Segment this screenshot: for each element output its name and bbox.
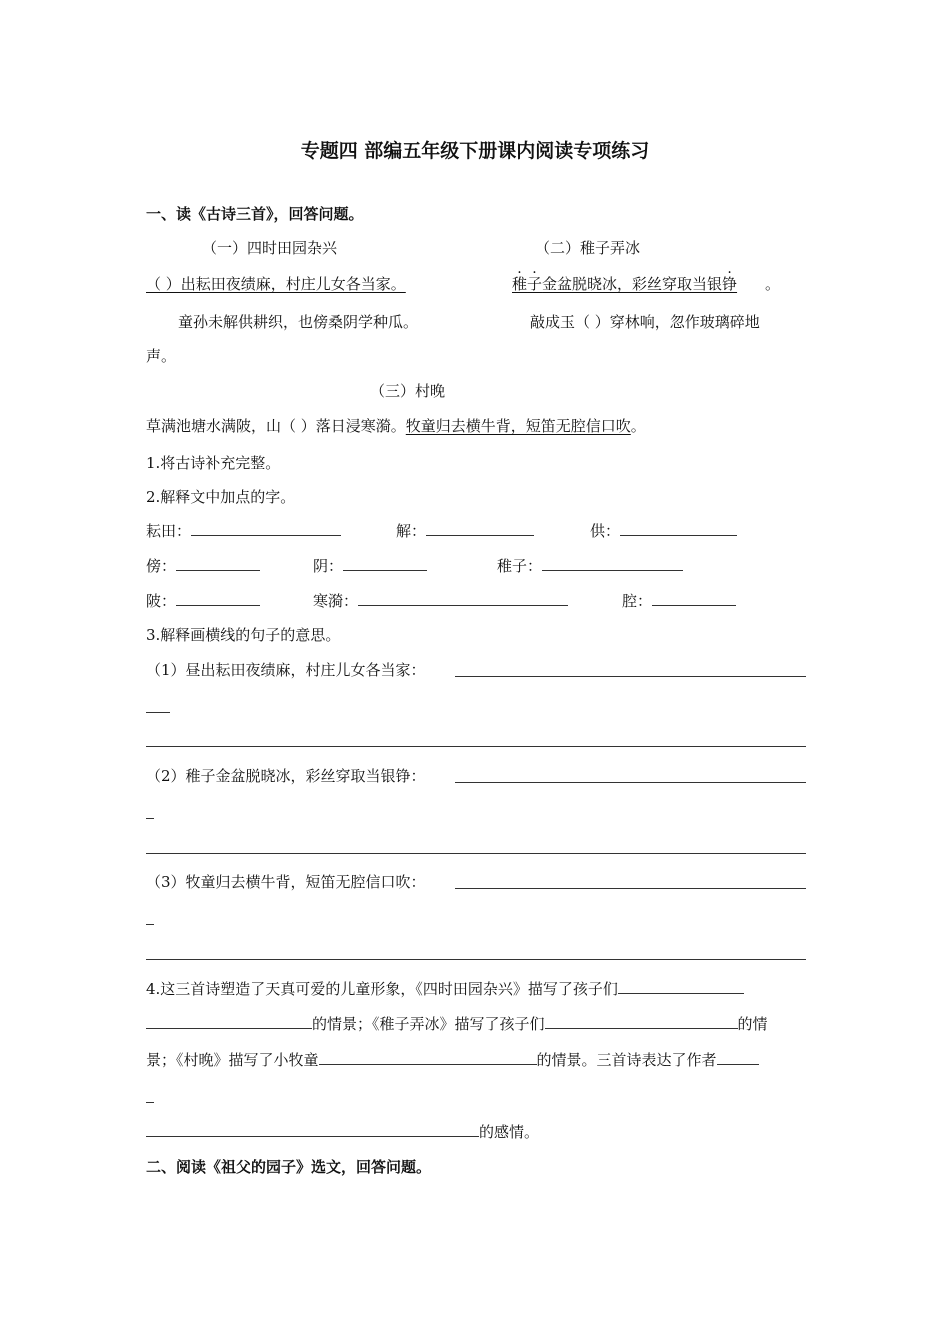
q3-item-3: （3）牧童归去横牛背，短笛无腔信口吹： bbox=[146, 873, 426, 891]
poem2-line2-cont: 声。 bbox=[146, 347, 177, 365]
q2-label: 解： bbox=[396, 522, 427, 540]
dotted-char: 子 bbox=[527, 275, 543, 293]
answer-line[interactable] bbox=[455, 888, 806, 889]
answer-line[interactable] bbox=[146, 712, 170, 713]
answer-blank[interactable] bbox=[191, 521, 341, 536]
question-4-line3 bbox=[146, 1049, 759, 1071]
answer-line[interactable] bbox=[146, 818, 154, 819]
q4-text: 景；《村晚》描写了小牧童 bbox=[146, 1051, 319, 1069]
section2-heading: 二、阅读《祖父的园子》选文，回答问题。 bbox=[146, 1158, 432, 1176]
q2-label: 稚子： bbox=[497, 557, 543, 575]
question-2: 2.解释文中加点的字。 bbox=[146, 488, 296, 506]
q2-item-yin bbox=[313, 555, 427, 577]
answer-line[interactable] bbox=[146, 853, 806, 854]
poem1-line1: （ ）出耘田夜绩麻，村庄儿女各当家。 bbox=[146, 275, 406, 293]
answer-blank[interactable] bbox=[717, 1050, 759, 1065]
dotted-char: 稚 bbox=[512, 275, 528, 293]
q4-text: 的感情。 bbox=[479, 1123, 540, 1141]
poem3-line-end: 。 bbox=[630, 417, 646, 435]
q4-text: 4.这三首诗塑造了天真可爱的儿童形象，《四时田园杂兴》描写了孩子们 bbox=[146, 980, 618, 998]
page-title: 专题四 部编五年级下册课内阅读专项练习 bbox=[300, 140, 650, 162]
poem1-line2: 童孙未解供耕织，也傍桑阴学种瓜。 bbox=[178, 313, 419, 331]
answer-blank[interactable] bbox=[618, 979, 744, 994]
q2-label: 耘田： bbox=[146, 522, 192, 540]
q2-label: 阴： bbox=[313, 557, 344, 575]
answer-blank[interactable] bbox=[146, 1122, 479, 1137]
poem3-line-a: 草满池塘水满陂，山（ ）落日浸寒漪。 bbox=[146, 417, 406, 435]
q2-item-qiang bbox=[622, 590, 736, 612]
q2-label: 陂： bbox=[146, 592, 177, 610]
q2-item-hanyi bbox=[313, 590, 568, 612]
poem2-line1-end: 。 bbox=[765, 275, 781, 293]
q2-item-bei bbox=[146, 590, 260, 612]
q4-text: 的情景；《稚子弄冰》描写了孩子们 bbox=[312, 1015, 545, 1033]
answer-blank[interactable] bbox=[343, 556, 427, 571]
dotted-char: 铮 bbox=[722, 275, 738, 293]
answer-blank[interactable] bbox=[545, 1014, 738, 1029]
q3-item-2: （2）稚子金盆脱晓冰，彩丝穿取当银铮： bbox=[146, 767, 426, 785]
q2-label: 傍： bbox=[146, 557, 177, 575]
q2-item-jie bbox=[396, 520, 534, 542]
q2-label: 腔： bbox=[622, 592, 653, 610]
answer-blank[interactable] bbox=[542, 556, 683, 571]
answer-blank[interactable] bbox=[146, 1014, 312, 1029]
q4-text: 的情景。三首诗表达了作者 bbox=[536, 1051, 717, 1069]
poem2-line1-mid: 金盆脱晓冰，彩丝穿取当银 bbox=[542, 275, 723, 293]
q2-label: 供： bbox=[590, 522, 621, 540]
question-4-line4 bbox=[146, 1121, 539, 1143]
q2-item-zhizi bbox=[497, 555, 683, 577]
q4-text: 的情 bbox=[737, 1015, 768, 1033]
answer-line[interactable] bbox=[146, 1102, 154, 1103]
poem3-line-b: 牧童归去横牛背，短笛无腔信口吹 bbox=[405, 417, 631, 435]
section1-heading: 一、读《古诗三首》，回答问题。 bbox=[146, 205, 364, 223]
q3-item-1: （1）昼出耘田夜绩麻，村庄儿女各当家： bbox=[146, 661, 426, 679]
answer-blank[interactable] bbox=[358, 591, 568, 606]
question-1: 1.将古诗补充完整。 bbox=[146, 454, 281, 472]
poem1-title: （一）四时田园杂兴 bbox=[202, 239, 338, 257]
answer-blank[interactable] bbox=[176, 591, 260, 606]
poem2-line1 bbox=[512, 273, 737, 295]
answer-line[interactable] bbox=[146, 959, 806, 960]
q2-item-gong bbox=[590, 520, 737, 542]
question-3: 3.解释画横线的句子的意思。 bbox=[146, 626, 341, 644]
poem2-title: （二）稚子弄冰 bbox=[535, 239, 641, 257]
poem2-line2: 敲成玉（ ）穿林响，忽作玻璃碎地 bbox=[530, 313, 760, 331]
answer-blank[interactable] bbox=[652, 591, 736, 606]
answer-blank[interactable] bbox=[426, 521, 534, 536]
answer-blank[interactable] bbox=[176, 556, 260, 571]
answer-line[interactable] bbox=[146, 746, 806, 747]
question-4-line2 bbox=[146, 1013, 768, 1035]
answer-blank[interactable] bbox=[620, 521, 737, 536]
answer-line[interactable] bbox=[455, 676, 806, 677]
answer-line[interactable] bbox=[455, 782, 806, 783]
answer-blank[interactable] bbox=[319, 1050, 537, 1065]
q2-item-bang bbox=[146, 555, 260, 577]
question-4-line1 bbox=[146, 978, 744, 1000]
poem3-line bbox=[146, 415, 646, 437]
answer-line[interactable] bbox=[146, 924, 154, 925]
q2-item-yuntian bbox=[146, 520, 341, 542]
poem3-title: （三）村晚 bbox=[370, 382, 446, 400]
q2-label: 寒漪： bbox=[313, 592, 359, 610]
